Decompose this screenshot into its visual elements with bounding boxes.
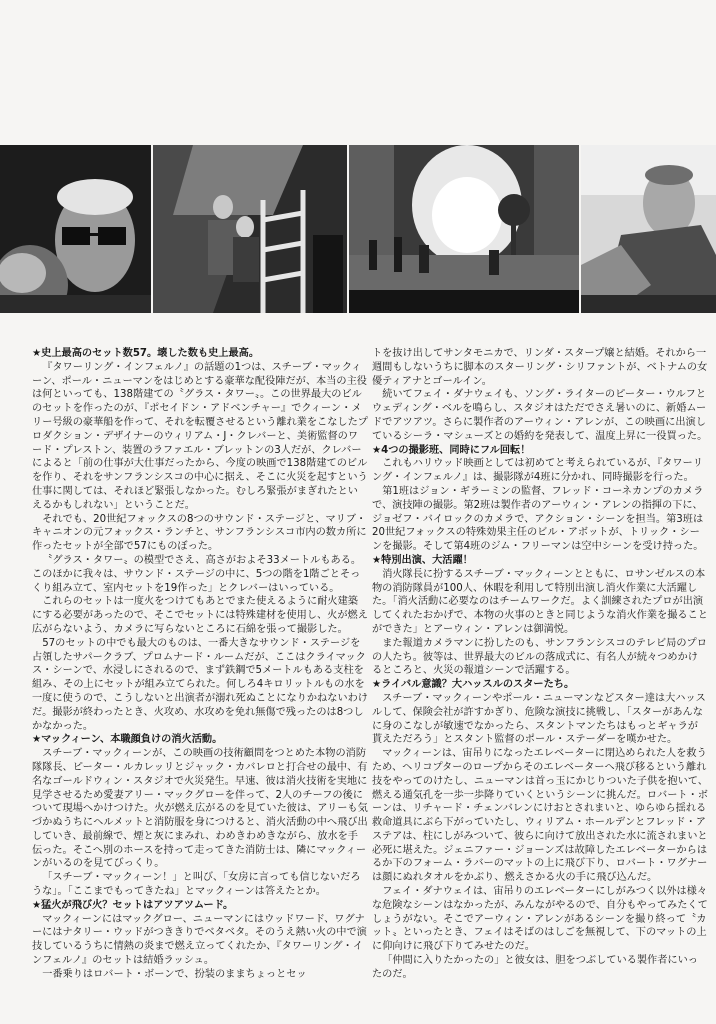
paragraph: スチーブ・マックィーンが、この映画の技術顧問をつとめた本物の消防隊隊長、ピーター・ルカレッリとジャック・カバレロと打合せの最中、有名なゴールドウィン・スタジオで火災発生。早速、彼は消火技術を実地に見学させるため愛妻アリー・マックグローを伴って、2人のチーフの後について現場へかけつけた。火が燃え広がるのを見ていた彼は、アリーも気づかぬうちにヘルメットと消防服を身につけると、消火活動の中へ飛び出していき、最前線で、煙と灰にまみれ、わめきわめきながら、放水を手伝った。そこへ別のホースを持って走ってきた消防士は、隣にマックィーンがいるのを見てびっくり。 — [32, 748, 368, 870]
paragraph: それでも、20世紀フォックスの8つのサウンド・ステージと、マリブ・キャニオンの元フォックス・ランチと、サンフランシスコ市内の数カ所に作ったセットが全部で57にものぼった。 — [32, 513, 367, 553]
paragraph: これもハリウッド映画としては初めてと考えられているが、『タワーリング・インフェルノ』は、撮影隊が4班に分かれ、同時撮影を行った。 — [372, 458, 703, 484]
paragraph: 一番乗りはロバート・ボーンで、扮装のままちょっとセッ — [42, 968, 307, 980]
paragraph: 続いてフェイ・ダナウェイも、ソング・ライターのピーター・ウルフとウェディング・ベルを鳴らし、スタジオはただでさえ暑いのに、新婚ムードでアツアツ。さらに製作者のアーウィン・アレンが、この映画に出演しているシーラ・マシューズとの婚約を発表して、温度上昇に一役買った。 — [372, 389, 708, 442]
photo-strip — [0, 145, 716, 313]
paragraph: マックィーンにはマックグロー、ニューマンにはウッドワード、ワグナーにはナタリー・ウッドがつききりでベタベタ。そのうえ熱い火の中で演技しているうちに情熱の炎まで燃え立ってくれたか、『タワーリング・インフェルノ』のセットは結婚ラッシュ。 — [32, 913, 367, 967]
paragraph: 『タワーリング・インフェルノ』の話題の1つは、スチーブ・マックィーン、ポール・ニューマンをはじめとする豪華な配役陣だが、本当の主役は何といっても、138階建ての〝グラス・タワー〟。この世界最大のビルのセットを作ったのが、『ポセイドン・アドベンチャー』でクィーン・メリー号級の豪華船を作って、それを転覆させるという離れ業をこなしたプロダクション・デザイナーのウィリアム・J・クレバーと、美術監督のワード・プレストン、装置のラファエル・ブレットンの3人だが、クレバーによると「前の仕事が大仕事だったから、今度の映画で138階建てのビルを作り、それをサンフランシスコの中心に据え、そこに火災を起すという仕事に関しては、それほど緊張しなかった。むしろ緊張がまぎれたといえるかもしれない」ということだ。 — [32, 361, 368, 511]
photo-man-shouting — [581, 145, 716, 313]
paragraph: トを抜け出してサンタモニカで、リンダ・スタープ嬢と結婚。それから一週間もしないうちに脚本のスターリング・シリファントが、ベトナムの女優ティアナとゴールイン。 — [372, 348, 708, 387]
paragraph: 「スチーブ・マックィーン！」と叫び、「女房に言っても信じないだろうな」。「ここまでもってきたね」とマックィーンは答えたとか。 — [32, 872, 361, 898]
section-heading: ★マックィーン、本職顔負けの消火活動。 — [32, 734, 223, 746]
article-column-left — [32, 347, 368, 982]
photo-explosion-party — [349, 145, 579, 313]
photo-stairs-rescue — [153, 145, 347, 313]
paragraph: 「仲間に入りたかったの」と彼女は、胆をつぶしている製作者にいったのだ。 — [372, 955, 698, 980]
paragraph: また報道カメラマンに扮したのも、サンフランシスコのテレビ局のプロの人たち。彼等は、世界最大のビルの落成式に、有名人が続々つめかけるところと、火災の報道シーンで活躍する。 — [372, 637, 707, 677]
paragraph: 〝グラス・タワー〟の模型でさえ、高さがおよそ33メートルもある。このほかに我々は、サウンド・ステージの中に、5つの階を1階ごとそっくり組み立て、室内セットを19作った」とクレバーはいっている。 — [32, 554, 362, 594]
photo-man-glasses — [0, 145, 151, 313]
section-heading: ★ライバル意識？大ハッスルのスターたち。 — [372, 679, 575, 691]
paragraph: 消火隊長に扮するスチーブ・マックィーンとともに、ロサンゼルスの本物の消防隊員が100人、休暇を利用して特別出演し消火作業に大活躍した。「消火活動に必要なのはチームワークだ。よく訓練されたプロが出演してくれたおかげで、本物の火事のときと同じような消火作業を撮ることができた」とアーウィン・アレンは御満悦。 — [372, 568, 708, 635]
section-heading: ★猛火が飛び火？セットはアツアツムード。 — [32, 899, 234, 911]
section-heading: ★特別出演、大活躍！ — [372, 554, 473, 566]
paragraph: 第1班はジョン・ギラーミンの監督、フレッド・コーネカンプのカメラで、演技陣の撮影。第2班は製作者のアーウィン・アレンの指揮の下に、ジョゼフ・バイロックのカメラで、アクション・シーンを担当。第3班は20世紀フォックスの特殊効果主任のビル・アボットが、トリック・シーンを撮影。そして第4班のジム・フリーマンは空中シーンを受け持った。 — [372, 485, 704, 553]
paragraph: フェイ・ダナウェイは、宙吊りのエレベーターにしがみつく以外は様々な危険なシーンはなかったが、みんながやるので、自分もやってみたくてしょうがない。そこでアーウィン・アレンがあるシーンを撮り終って〝カット〟といったとき、フェイはそばのはしごを無視して、下のマットの上に仰向けに飛び下りてみせたのだ。 — [372, 886, 708, 953]
paragraph: マックィーンは、宙吊りになったエレベーターに閉込められた人を救うため、ヘリコプターのロープからそのエレベーターへ飛び移るという離れ技をやってのけたし、ニューマンは首っ玉にかじりついた子供を抱いて、燃える通気孔を一歩一歩降りていくというシーンに挑んだ。ロバート・ボーンは、リチャード・チェンバレンにけおとされまいと、ゆらゆら揺れる救命道具にぶら下がっていたし、ウィリアム・ホールデンとフレッド・アステアは、柱にしがみついて、彼らに向けて放出された水に流されまいと必死に堪えた。ジェニファー・ジョーンズは故障したエレベーターからはるか下のフォーム・ラバーのマットの上に飛び下り、ロバート・ワグナーは顔にぬれタオルをかぶり、燃えさかる火の手に飛び込んだ。 — [372, 748, 708, 884]
paragraph: これらのセットは一度火をつけてもあとでまた使えるように耐火建築にする必要があったので、そこでセットには特殊建材を使用し、火が燃え広がらないよう、カメラに写らないところに石綿を張って撮影した。 — [32, 596, 368, 635]
paragraph: 57のセットの中でも最大のものは、一番大きなサウンド・ステージを占領したサパークラブ、プロムナード・ルームだが、ここはクライマックス・シーンで、水浸しにされるので、まず鉄鋼で5メートルもある支柱を組み、その上にセットが組み立てられた。何しろ4キロリットルもの水を一度に使うので、こうしないと出演者が溺れ死ぬことになりかねないわけだ。撮影が終わったとき、火攻め、水攻めを免れ無傷で残ったのは8つしかなかった。 — [32, 637, 368, 732]
article-column-right — [372, 347, 708, 982]
section-heading: ★4つの撮影班、同時にフル回転！ — [372, 444, 531, 456]
paragraph: スチーブ・マックィーンやポール・ニューマンなどスター達は大ハッスルして、保険会社が許すかぎり、危険な演技に挑戦し、「スターがあんなに身のこなしが敏速でなかったら、スタントマンたちはもっとギャラが貰えただろう」とスタント監督のポール・ステーダーを嘆かせた。 — [372, 692, 706, 746]
section-heading: ★史上最高のセット数57。壊した数も史上最高。 — [32, 348, 260, 359]
